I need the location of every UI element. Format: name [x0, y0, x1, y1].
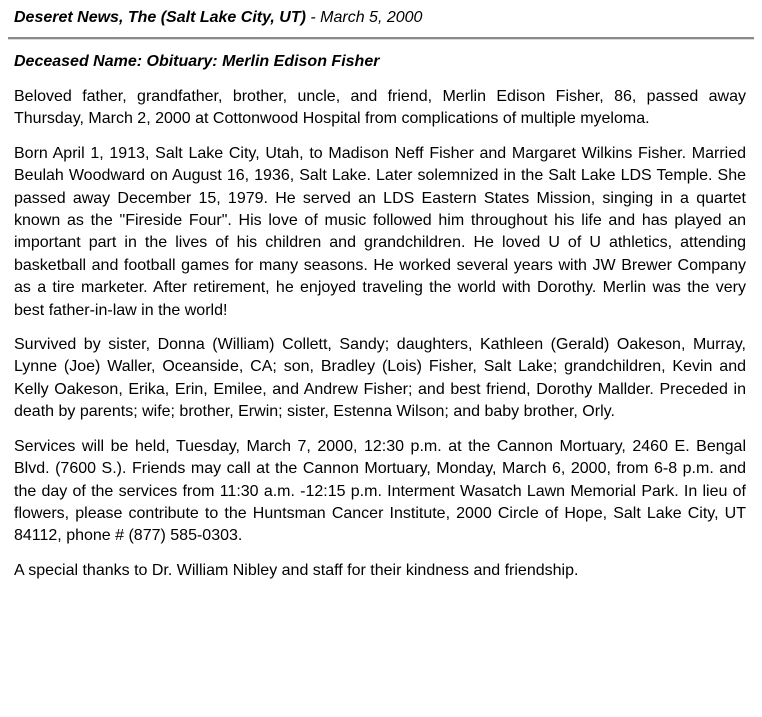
- paragraph-biography: Born April 1, 1913, Salt Lake City, Utah, to Madison Neff Fisher and Margaret Wilkins Fisher. Married Beulah Woodward on August 16, 1936, Salt Lake. Later solemnized in the Salt Lake LDS Temple. She passed away December 15, 1979. He served an LDS Eastern States Mission, singing in a quartet known as the "Fireside Four". His love of music followed him throughout his life and has played an important part in the lives of his children and grandchildren. He loved U of U athletics, attending basketball and football games for many seasons. He worked several years with JW Brewer Company as a tire marketer. After retirement, he enjoyed traveling the world with Dorothy. Merlin was the very best father-in-law in the world!: [14, 144, 746, 319]
- header-separator: -: [305, 9, 321, 26]
- publication-header: [14, 0, 746, 28]
- obituary-title: Deceased Name: Obituary: Merlin Edison Fisher: [14, 53, 380, 70]
- paragraph-survivors: Survived by sister, Donna (William) Collett, Sandy; daughters, Kathleen (Gerald) Oakeson, Murray, Lynne (Joe) Waller, Oceanside, CA; son, Bradley (Lois) Fisher, Salt Lake; grandchildren, Kevin and Kelly Oakeson, Erika, Erin, Emilee, and Andrew Fisher; and best friend, Dorothy Mallder. Preceded in death by parents; wife; brother, Erwin; sister, Estenna Wilson; and baby brother, Orly.: [14, 336, 746, 421]
- paragraph-thanks: A special thanks to Dr. William Nibley and staff for their kindness and friendship.: [14, 561, 579, 579]
- paragraph-services: Services will be held, Tuesday, March 7, 2000, 12:30 p.m. at the Cannon Mortuary, 2460 E. Bengal Blvd. (7600 S.). Friends may call at the Cannon Mortuary, Monday, March 6, 2000, from 6-8 p.m. and the day of the services from 11:30 a.m. -12:15 p.m. Interment Wasatch Lawn Memorial Park. In lieu of flowers, please contribute to the Huntsman Cancer Institute, 2000 Circle of Hope, Salt Lake City, UT 84112, phone # (877) 585-0303.: [14, 437, 746, 545]
- publication-source: Deseret News, The (Salt Lake City, UT): [14, 9, 306, 26]
- publication-date: March 5, 2000: [320, 9, 423, 26]
- paragraph-announcement: Beloved father, grandfather, brother, uncle, and friend, Merlin Edison Fisher, 86, passed away Thursday, March 2, 2000 at Cottonwood Hospital from complications of multiple myeloma.: [14, 88, 746, 128]
- header-divider: [8, 37, 754, 40]
